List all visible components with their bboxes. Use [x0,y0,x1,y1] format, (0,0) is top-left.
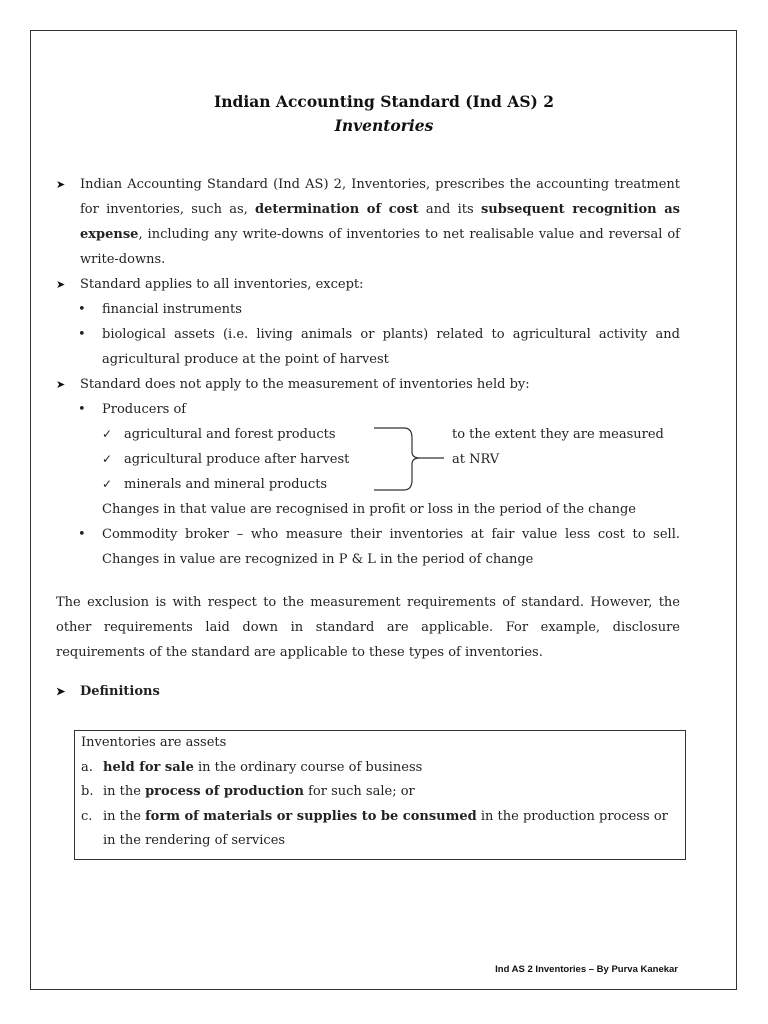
document-title: Indian Accounting Standard (Ind AS) 2 [213,92,555,111]
list-item: • financial instruments [56,297,680,322]
arrow-bullet-icon: ➤ [56,278,66,291]
arrow-bullet-icon: ➤ [56,685,66,698]
producer-item: ✓ agricultural and forest products to the extent they are measured [56,422,680,447]
definition-item: b. in the process of production for such sale; or [81,784,415,799]
check-icon: ✓ [102,427,113,441]
intro-paragraph: ➤ Indian Accounting Standard (Ind AS) 2, Inventories, prescribes the accounting treatment for inventories, such as, determination of cost and its subsequent recognition as expense, including any write-downs of inventories to net realisable value and reversal of write-downs. [56,172,680,272]
document-subtitle: Inventories [334,116,434,135]
dot-bullet-icon: • [78,527,86,542]
list-item: • Commodity broker – who measure their inventories at fair value less cost to sell. Changes in value are recognized in P & L in the period of change [56,522,680,572]
definitions-heading: ➤ Definitions [56,679,680,704]
applies-heading: ➤ Standard applies to all inventories, except: [56,272,680,297]
definition-item: c. in the form of materials or supplies to be consumed in the production process or in the rendering of services [81,808,668,848]
list-item: • Producers of [56,397,680,422]
producer-item: ✓ minerals and mineral products [56,472,680,497]
dot-bullet-icon: • [78,302,86,317]
arrow-bullet-icon: ➤ [56,178,66,191]
definition-item: a. held for sale in the ordinary course of business [81,759,423,775]
dot-bullet-icon: • [78,402,86,417]
check-icon: ✓ [102,452,113,466]
check-icon: ✓ [102,477,113,491]
exclusion-paragraph: The exclusion is with respect to the measurement requirements of standard. However, the other requirements laid down in standard are applicable. For example, disclosure requirements of the standard are applicable to these types of inventories. [56,595,680,660]
main-content [56,172,680,704]
changes-note: Changes in that value are recognised in profit or loss in the period of the change [102,502,636,517]
arrow-bullet-icon: ➤ [56,378,66,391]
definitions-box [74,730,686,860]
not-apply-heading: ➤ Standard does not apply to the measurement of inventories held by: [56,372,680,397]
definitions-lead: Inventories are assets [81,735,227,750]
dot-bullet-icon: • [78,327,86,342]
producer-item: ✓ agricultural produce after harvest at NRV [56,447,680,472]
page-footer: Ind AS 2 Inventories – By Purva Kanekar [495,964,678,975]
list-item: • biological assets (i.e. living animals or plants) related to agricultural activity and agricultural produce at the point of harvest [56,322,680,372]
